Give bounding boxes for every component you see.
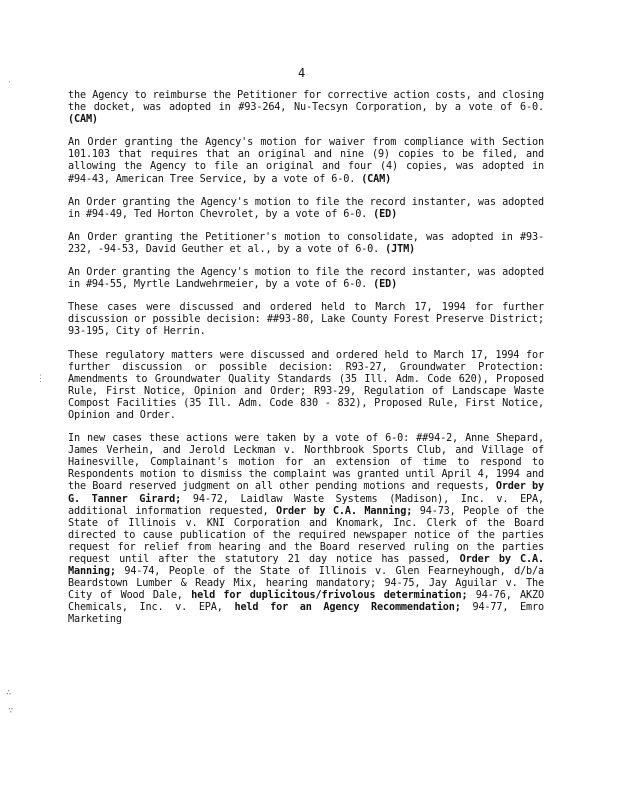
bold-text-run: (CAM) [361, 173, 392, 185]
text-run: An Order granting the Agency's motion to file the record instanter, was adopted in #94-55, Myrtle Landwehrmeier, by a vote of 6-0. [68, 267, 544, 291]
bold-text-run: held for an Agency Recommendation; [234, 602, 461, 614]
bold-text-run: held for duplicitous/frivolous determination; [191, 590, 468, 602]
text-run: These regulatory matters were discussed and ordered held to March 17, 1994 for further discussion or possible decision: R93-27, Groundwater Protection: Amendments to Groundwater Quality Standards (35 Ill. Adm. Code 620), Proposed Rule, First Notice, Opinion and Order; R93-29, Regulation of Landscape Waste Compost Facilities (35 Ill. Adm. Code 830 - 832), Proposed Rule, First Notice, Opinion and Order. [68, 349, 544, 421]
text-run: the Agency to reimburse the Petitioner for corrective action costs, and closing the docket, was adopted in #93-264, Nu-Tecsyn Corporation, by a vote of 6-0. [68, 90, 544, 114]
text-run: 94-74, People of the State of Illinois v. Glen Fearneyhough, d/b/a Beardstown Lumber & Ready Mix, hearing mandatory; 94-75, Jay Aguilar v. The City of Wood Dale, [68, 566, 544, 602]
scan-speck: ⋮ [36, 374, 45, 384]
bold-text-run: (JTM) [385, 243, 416, 255]
scan-speck: ‧ [8, 78, 11, 88]
text-run: An Order granting the Petitioner's motion to consolidate, was adopted in #93-232, -94-53, David Geuther et al., by a vote of 6-0. [68, 231, 544, 255]
text-run: In new cases these actions were taken by a vote of 6-0: ##94-2, Anne Shepard, James Verhein, and Jerold Leckman v. Northbrook Sports Club, and Village of Hainesville, Complainant's motion for an extension of time to respond to Respondents motion to dismiss the complaint was granted until April 4, 1994 and the Board reserved judgment on all other pending motions and requests, [68, 433, 544, 493]
text-run: These cases were discussed and ordered held to March 17, 1994 for further discussion or possible decision: ##93-80, Lake County Forest Preserve District; 93-195, City of Herrin. [68, 302, 544, 338]
bold-text-run: Order by G. Tanner Girard; [68, 481, 544, 505]
paragraph [68, 137, 544, 185]
paragraph [68, 433, 544, 627]
paragraph [68, 90, 544, 126]
paragraph [68, 232, 544, 256]
text-run: 94-77, Emro Marketing [68, 602, 544, 626]
text-run: An Order granting the Agency's motion to file the record instanter, was adopted in #94-49, Ted Horton Chevrolet, by a vote of 6-0. [68, 196, 544, 220]
bold-text-run: (CAM) [68, 114, 98, 126]
page-number: 4 [298, 66, 306, 80]
bold-text-run: Order by C.A. Manning; [276, 505, 413, 517]
text-run: 94-72, Laidlaw Waste Systems (Madison), Inc. v. EPA, additional information requested, [68, 493, 545, 517]
paragraph [68, 350, 544, 423]
paragraph [68, 197, 544, 221]
bold-text-run: Order by C.A. Manning; [68, 554, 544, 578]
document-body [68, 90, 544, 638]
scan-speck: ∵ [8, 706, 14, 716]
text-run: An Order granting the Agency's motion for waiver from compliance with Section 101.103 that requires that an original and nine (9) copies to be filed, and allowing the Agency to file an original and four (4) copies, was adopted in #94-43, American Tree Service, by a vote of 6-0. [68, 137, 544, 185]
text-run: 94-73, People of the State of Illinois v. KNI Corporation and Knomark, Inc. Clerk of the Board directed to cause publication of the required newspaper notice of the parties request for relief from hearing and the Board reserved ruling on the parties request until after the statutory 21 day notice has passed, [68, 505, 544, 565]
text-run: 94-76, AKZO Chemicals, Inc. v. EPA, [68, 590, 544, 614]
paragraph [68, 267, 544, 291]
scan-speck: ∴ [6, 688, 12, 698]
bold-text-run: (ED) [373, 279, 398, 291]
bold-text-run: (ED) [373, 208, 398, 220]
paragraph [68, 302, 544, 338]
